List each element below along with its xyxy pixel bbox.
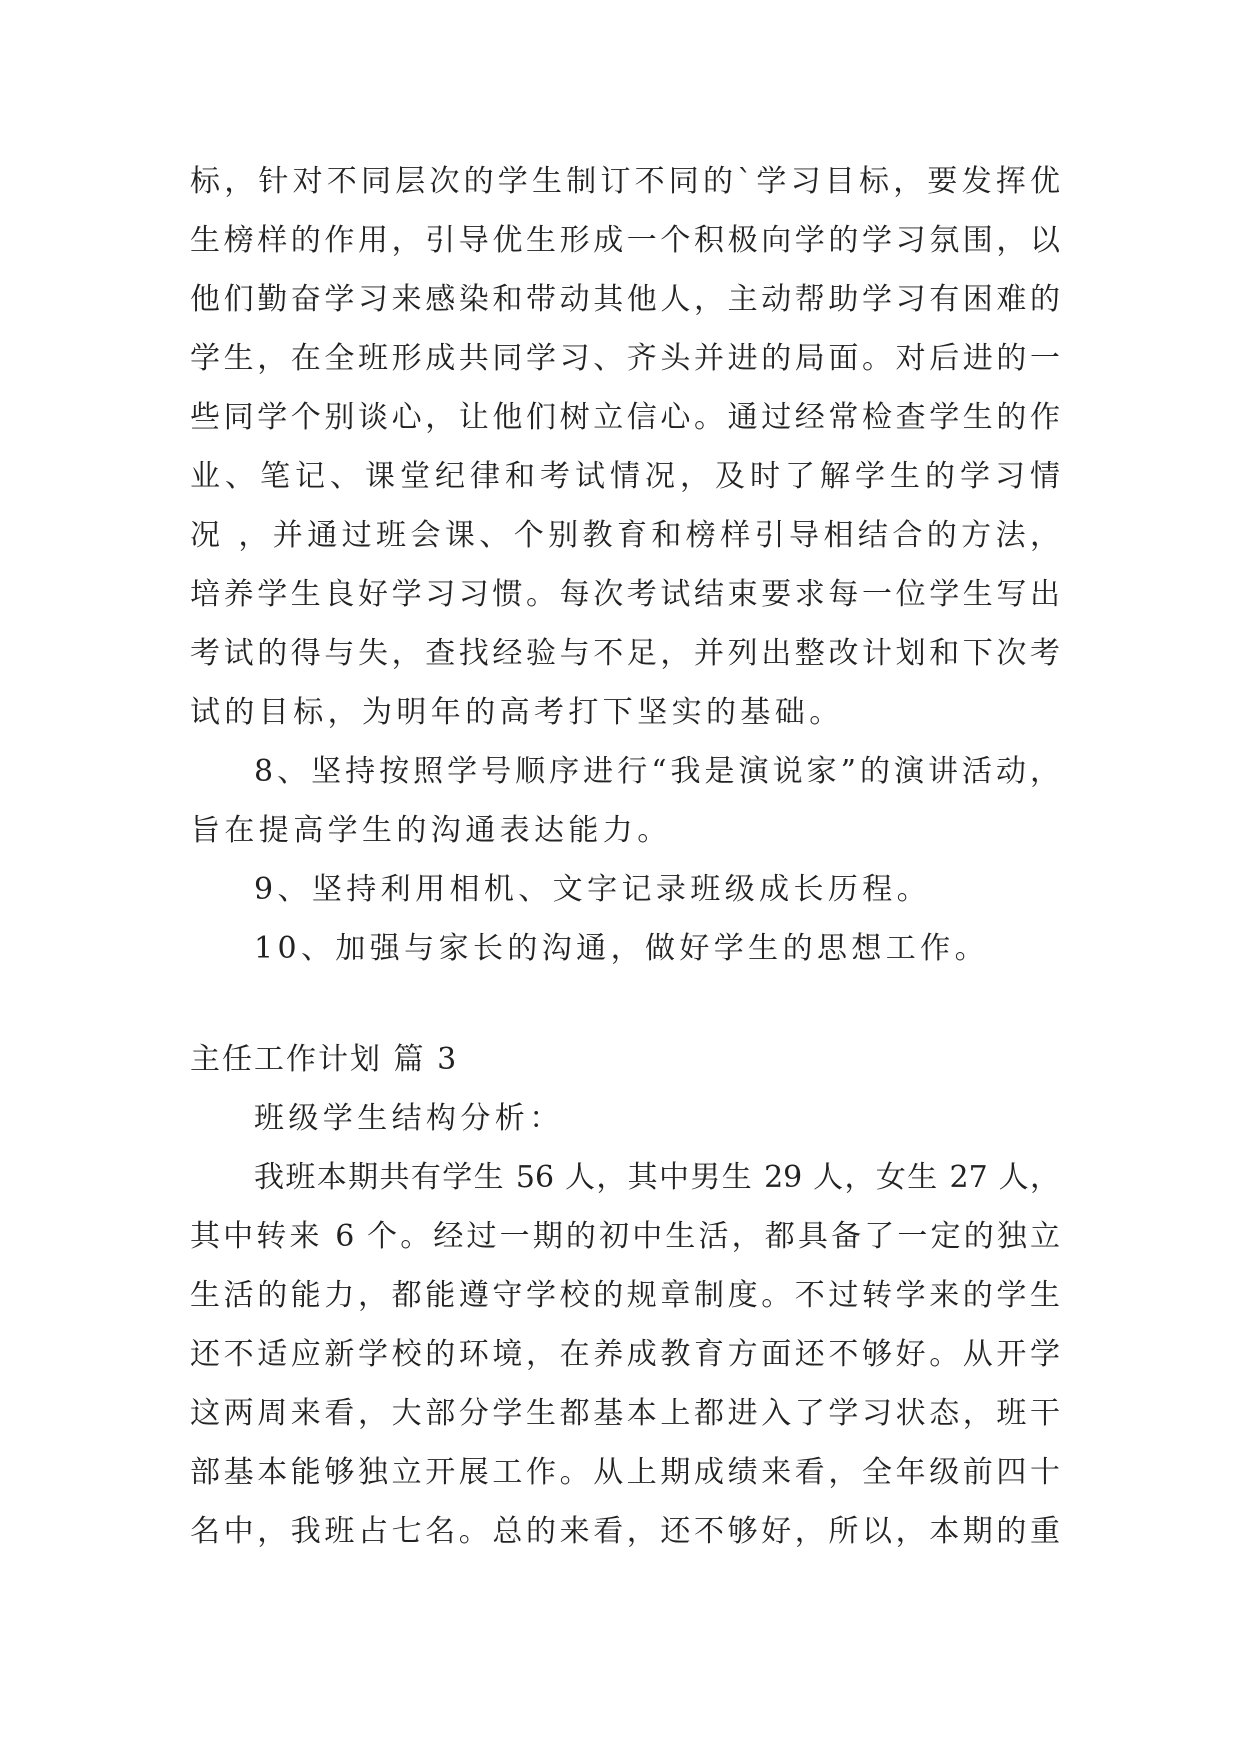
paragraph-line: 部基本能够独立开展工作。从上期成绩来看，全年级前四十 — [190, 1455, 1060, 1490]
paragraph-line: 标，针对不同层次的学生制订不同的`学习目标，要发挥优 — [190, 164, 1060, 199]
paragraph-line: 试的目标，为明年的高考打下坚实的基础。 — [190, 695, 844, 730]
paragraph-line: 我班本期共有学生 56 人，其中男生 29 人，女生 27 人， — [254, 1160, 1060, 1195]
paragraph-line: 这两周来看，大部分学生都基本上都进入了学习状态，班干 — [190, 1396, 1060, 1431]
paragraph-line: 其中转来 6 个。经过一期的初中生活，都具备了一定的独立 — [190, 1219, 1060, 1254]
section-title: 主任工作计划 篇 3 — [190, 1042, 459, 1077]
paragraph-line: 学生，在全班形成共同学习、齐头并进的局面。对后进的一 — [190, 341, 1060, 376]
list-item-8: 8、坚持按照学号顺序进行“我是演说家”的演讲活动， — [254, 754, 1060, 789]
paragraph-line: 还不适应新学校的环境，在养成教育方面还不够好。从开学 — [190, 1337, 1060, 1372]
paragraph-line: 生活的能力，都能遵守学校的规章制度。不过转学来的学生 — [190, 1278, 1060, 1313]
paragraph-line: 他们勤奋学习来感染和带动其他人，主动帮助学习有困难的 — [190, 282, 1060, 317]
paragraph-line: 考试的得与失，查找经验与不足，并列出整改计划和下次考 — [190, 636, 1060, 671]
paragraph-line: 培养学生良好学习习惯。每次考试结束要求每一位学生写出 — [190, 577, 1060, 612]
list-item-10: 10、加强与家长的沟通，做好学生的思想工作。 — [254, 931, 989, 966]
paragraph-line: 生榜样的作用，引导优生形成一个积极向学的学习氛围，以 — [190, 223, 1060, 258]
list-item-9: 9、坚持利用相机、文字记录班级成长历程。 — [254, 872, 932, 907]
paragraph-line: 些同学个别谈心，让他们树立信心。通过经常检查学生的作 — [190, 400, 1060, 435]
subheading: 班级学生结构分析： — [254, 1101, 564, 1136]
paragraph-line: 况 ，并通过班会课、个别教育和榜样引导相结合的方法， — [190, 518, 1060, 553]
list-item-8-continued: 旨在提高学生的沟通表达能力。 — [190, 813, 672, 848]
paragraph-line: 名中，我班占七名。总的来看，还不够好，所以，本期的重 — [190, 1514, 1060, 1549]
paragraph-line: 业、笔记、课堂纪律和考试情况，及时了解学生的学习情 — [190, 459, 1060, 494]
